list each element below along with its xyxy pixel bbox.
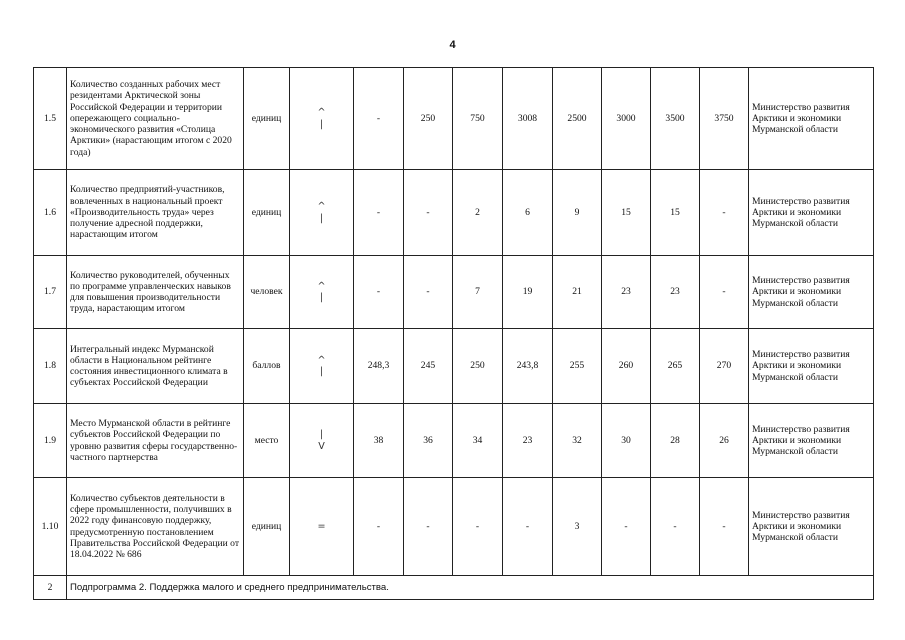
- trend-sign-top: ^: [317, 201, 326, 213]
- table-row: [34, 170, 874, 256]
- value-cell: 2: [453, 170, 503, 256]
- table-row: [34, 478, 874, 576]
- unit-of-measure: баллов: [244, 329, 290, 404]
- responsible-executor: Министерство развития Арктики и экономики Мурманской области: [749, 256, 874, 329]
- value-cell: 7: [453, 256, 503, 329]
- value-cell: 270: [700, 329, 749, 404]
- indicator-description: Количество руководителей, обученных по программе управленческих навыков для повышения производительности труда, нарастающим итогом: [67, 256, 244, 329]
- value-cell: 243,8: [503, 329, 553, 404]
- value-cell: -: [354, 478, 404, 576]
- value-cell: 250: [453, 329, 503, 404]
- responsible-executor: Министерство развития Арктики и экономики Мурманской области: [749, 478, 874, 576]
- page-number: 4: [449, 39, 456, 51]
- value-cell: -: [700, 170, 749, 256]
- trend-sign-bottom: |: [319, 118, 324, 130]
- value-cell: 34: [453, 404, 503, 478]
- value-cell: 750: [453, 68, 503, 170]
- trend-sign-top: ^: [317, 280, 326, 292]
- trend-sign: [290, 478, 354, 576]
- unit-of-measure: единиц: [244, 478, 290, 576]
- value-cell: 2500: [553, 68, 602, 170]
- indicator-description: Количество созданных рабочих мест резидентами Арктической зоны Российской Федерации и территории опережающего социально-экономического развития «Столица Арктики» (нарастающим итогом с 2020 года): [67, 68, 244, 170]
- value-cell: 260: [602, 329, 651, 404]
- value-cell: 15: [651, 170, 700, 256]
- value-cell: 255: [553, 329, 602, 404]
- trend-sign-bottom: V: [318, 440, 325, 452]
- value-cell: -: [354, 170, 404, 256]
- value-cell: -: [453, 478, 503, 576]
- value-cell: 3008: [503, 68, 553, 170]
- unit-of-measure: место: [244, 404, 290, 478]
- trend-sign: [290, 170, 354, 256]
- row-number: 1.10: [34, 478, 67, 576]
- value-cell: -: [354, 256, 404, 329]
- table-row: [34, 329, 874, 404]
- subprogram-row: [34, 576, 874, 600]
- value-cell: 26: [700, 404, 749, 478]
- row-number: 1.7: [34, 256, 67, 329]
- value-cell: -: [651, 478, 700, 576]
- trend-sign-top: =: [317, 520, 326, 532]
- unit-of-measure: единиц: [244, 170, 290, 256]
- indicators-table: [33, 67, 874, 600]
- indicator-description: Количество предприятий-участников, вовлеченных в национальный проект «Производительность труда» через получение адресной поддержки, нарастающим итогом: [67, 170, 244, 256]
- trend-sign: [290, 404, 354, 478]
- value-cell: 23: [651, 256, 700, 329]
- trend-sign-bottom: |: [319, 366, 324, 377]
- value-cell: -: [404, 478, 453, 576]
- row-number: 1.9: [34, 404, 67, 478]
- value-cell: 28: [651, 404, 700, 478]
- value-cell: 3500: [651, 68, 700, 170]
- indicator-description: Место Мурманской области в рейтинге субъектов Российской Федерации по уровню развития сферы государственно-частного партнерства: [67, 404, 244, 478]
- value-cell: 23: [503, 404, 553, 478]
- value-cell: 250: [404, 68, 453, 170]
- responsible-executor: Министерство развития Арктики и экономики Мурманской области: [749, 68, 874, 170]
- value-cell: 19: [503, 256, 553, 329]
- trend-sign-bottom: |: [319, 292, 324, 303]
- indicator-description: Количество субъектов деятельности в сфере промышленности, получивших в 2022 году финансовую поддержку, предусмотренную постановлением Правительства Российской Федерации от 18.04.2022 № 686: [67, 478, 244, 576]
- value-cell: -: [503, 478, 553, 576]
- subprogram-title: Подпрограмма 2. Поддержка малого и среднего предпринимательства.: [67, 576, 874, 600]
- value-cell: -: [602, 478, 651, 576]
- value-cell: 3750: [700, 68, 749, 170]
- value-cell: -: [404, 256, 453, 329]
- value-cell: 245: [404, 329, 453, 404]
- value-cell: -: [700, 478, 749, 576]
- row-number: 1.8: [34, 329, 67, 404]
- trend-sign: [290, 256, 354, 329]
- row-number: 1.6: [34, 170, 67, 256]
- value-cell: -: [404, 170, 453, 256]
- value-cell: -: [700, 256, 749, 329]
- row-number: 1.5: [34, 68, 67, 170]
- responsible-executor: Министерство развития Арктики и экономики Мурманской области: [749, 329, 874, 404]
- trend-sign-bottom: |: [319, 212, 324, 224]
- value-cell: 6: [503, 170, 553, 256]
- value-cell: 265: [651, 329, 700, 404]
- value-cell: 23: [602, 256, 651, 329]
- unit-of-measure: человек: [244, 256, 290, 329]
- unit-of-measure: единиц: [244, 68, 290, 170]
- trend-sign: [290, 329, 354, 404]
- table-row: [34, 256, 874, 329]
- table-row: [34, 68, 874, 170]
- table-row: [34, 404, 874, 478]
- trend-sign: [290, 68, 354, 170]
- responsible-executor: Министерство развития Арктики и экономики Мурманской области: [749, 404, 874, 478]
- responsible-executor: Министерство развития Арктики и экономики Мурманской области: [749, 170, 874, 256]
- value-cell: 15: [602, 170, 651, 256]
- value-cell: 32: [553, 404, 602, 478]
- trend-sign-top: |: [319, 429, 324, 441]
- trend-sign-top: ^: [317, 354, 326, 366]
- trend-sign-top: ^: [317, 107, 326, 119]
- value-cell: 3: [553, 478, 602, 576]
- value-cell: -: [354, 68, 404, 170]
- value-cell: 3000: [602, 68, 651, 170]
- value-cell: 36: [404, 404, 453, 478]
- value-cell: 38: [354, 404, 404, 478]
- value-cell: 9: [553, 170, 602, 256]
- subprogram-number: 2: [34, 576, 67, 600]
- value-cell: 21: [553, 256, 602, 329]
- value-cell: 248,3: [354, 329, 404, 404]
- value-cell: 30: [602, 404, 651, 478]
- indicator-description: Интегральный индекс Мурманской области в Национальном рейтинге состояния инвестиционного климата в субъектах Российской Федерации: [67, 329, 244, 404]
